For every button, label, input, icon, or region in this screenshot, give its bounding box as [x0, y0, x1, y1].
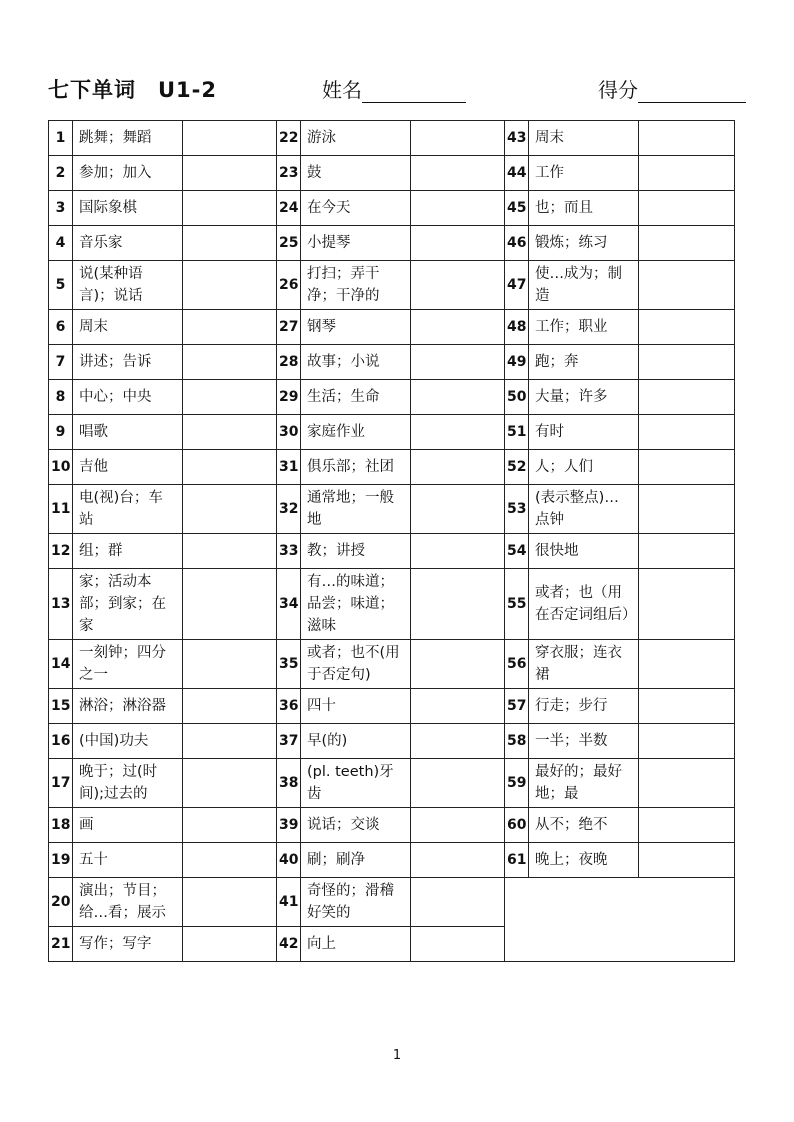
- answer-cell[interactable]: [411, 450, 505, 485]
- item-number: 7: [49, 345, 73, 380]
- table-row: [49, 843, 735, 878]
- name-label: 姓名: [322, 78, 362, 102]
- answer-cell[interactable]: [411, 689, 505, 724]
- chinese-meaning: 音乐家: [73, 226, 183, 261]
- item-number: 61: [505, 843, 529, 878]
- unit-label: U1-2: [158, 78, 217, 102]
- answer-cell[interactable]: [411, 485, 505, 534]
- table-row: [49, 485, 735, 534]
- chinese-meaning: 周末: [529, 121, 639, 156]
- answer-cell[interactable]: [639, 808, 735, 843]
- answer-cell[interactable]: [411, 415, 505, 450]
- table-row: [49, 534, 735, 569]
- chinese-meaning: 电(视)台；车站: [73, 485, 183, 534]
- chinese-meaning: 晚于；过(时间);过去的: [73, 759, 183, 808]
- table-row: [49, 261, 735, 310]
- answer-cell[interactable]: [639, 843, 735, 878]
- item-number: 35: [277, 640, 301, 689]
- item-number: 25: [277, 226, 301, 261]
- chinese-meaning: 很快地: [529, 534, 639, 569]
- answer-cell[interactable]: [183, 415, 277, 450]
- answer-cell[interactable]: [639, 485, 735, 534]
- table-row: [49, 724, 735, 759]
- item-number: 48: [505, 310, 529, 345]
- table-row: [49, 808, 735, 843]
- item-number: 34: [277, 569, 301, 640]
- item-number: 44: [505, 156, 529, 191]
- answer-cell[interactable]: [183, 261, 277, 310]
- answer-cell[interactable]: [411, 121, 505, 156]
- chinese-meaning: 有…的味道；品尝；味道；滋味: [301, 569, 411, 640]
- item-number: 50: [505, 380, 529, 415]
- answer-cell[interactable]: [639, 156, 735, 191]
- chinese-meaning: 使…成为；制造: [529, 261, 639, 310]
- chinese-meaning: 跳舞；舞蹈: [73, 121, 183, 156]
- item-number: 52: [505, 450, 529, 485]
- item-number: 43: [505, 121, 529, 156]
- table-row: [49, 226, 735, 261]
- table-row: [49, 380, 735, 415]
- chinese-meaning: 工作: [529, 156, 639, 191]
- item-number: 15: [49, 689, 73, 724]
- chinese-meaning: 国际象棋: [73, 191, 183, 226]
- chinese-meaning: (表示整点)…点钟: [529, 485, 639, 534]
- chinese-meaning: 或者；也（用在否定词组后）: [529, 569, 639, 640]
- empty-block: [505, 878, 735, 962]
- item-number: 9: [49, 415, 73, 450]
- table-row: [49, 640, 735, 689]
- table-row: [49, 191, 735, 226]
- answer-cell[interactable]: [411, 759, 505, 808]
- item-number: 24: [277, 191, 301, 226]
- item-number: 4: [49, 226, 73, 261]
- chinese-meaning: 打扫；弄干净；干净的: [301, 261, 411, 310]
- chinese-meaning: (pl. teeth)牙齿: [301, 759, 411, 808]
- chinese-meaning: 早(的): [301, 724, 411, 759]
- answer-cell[interactable]: [411, 640, 505, 689]
- chinese-meaning: 通常地；一般地: [301, 485, 411, 534]
- chinese-meaning: 钢琴: [301, 310, 411, 345]
- item-number: 32: [277, 485, 301, 534]
- chinese-meaning: 吉他: [73, 450, 183, 485]
- score-blank-line[interactable]: [638, 80, 746, 103]
- item-number: 27: [277, 310, 301, 345]
- worksheet-header: [48, 74, 748, 106]
- answer-cell[interactable]: [639, 191, 735, 226]
- item-number: 1: [49, 121, 73, 156]
- chinese-meaning: 五十: [73, 843, 183, 878]
- item-number: 16: [49, 724, 73, 759]
- item-number: 46: [505, 226, 529, 261]
- item-number: 17: [49, 759, 73, 808]
- item-number: 53: [505, 485, 529, 534]
- chinese-meaning: 工作；职业: [529, 310, 639, 345]
- item-number: 38: [277, 759, 301, 808]
- item-number: 23: [277, 156, 301, 191]
- answer-cell[interactable]: [411, 927, 505, 962]
- name-blank-line[interactable]: [362, 80, 466, 103]
- answer-cell[interactable]: [639, 121, 735, 156]
- table-row: [49, 156, 735, 191]
- item-number: 5: [49, 261, 73, 310]
- table-row: [49, 415, 735, 450]
- chinese-meaning: 唱歌: [73, 415, 183, 450]
- table-row: [49, 759, 735, 808]
- answer-cell[interactable]: [411, 724, 505, 759]
- answer-cell[interactable]: [411, 226, 505, 261]
- chinese-meaning: 说话；交谈: [301, 808, 411, 843]
- answer-cell[interactable]: [183, 156, 277, 191]
- answer-cell[interactable]: [183, 640, 277, 689]
- chinese-meaning: 也；而且: [529, 191, 639, 226]
- item-number: 11: [49, 485, 73, 534]
- item-number: 22: [277, 121, 301, 156]
- answer-cell[interactable]: [183, 843, 277, 878]
- item-number: 60: [505, 808, 529, 843]
- chinese-meaning: 俱乐部；社团: [301, 450, 411, 485]
- answer-cell[interactable]: [183, 878, 277, 927]
- chinese-meaning: 游泳: [301, 121, 411, 156]
- answer-cell[interactable]: [639, 450, 735, 485]
- answer-cell[interactable]: [411, 380, 505, 415]
- answer-cell[interactable]: [411, 310, 505, 345]
- answer-cell[interactable]: [639, 415, 735, 450]
- answer-cell[interactable]: [639, 226, 735, 261]
- chinese-meaning: 跑；奔: [529, 345, 639, 380]
- chinese-meaning: 行走；步行: [529, 689, 639, 724]
- answer-cell[interactable]: [183, 724, 277, 759]
- answer-cell[interactable]: [639, 380, 735, 415]
- item-number: 33: [277, 534, 301, 569]
- answer-cell[interactable]: [183, 191, 277, 226]
- chinese-meaning: 刷；刷净: [301, 843, 411, 878]
- chinese-meaning: 一刻钟；四分之一: [73, 640, 183, 689]
- answer-cell[interactable]: [183, 485, 277, 534]
- item-number: 51: [505, 415, 529, 450]
- item-number: 57: [505, 689, 529, 724]
- answer-cell[interactable]: [639, 640, 735, 689]
- table-row: [49, 121, 735, 156]
- title-text: 七下单词: [48, 78, 136, 102]
- item-number: 54: [505, 534, 529, 569]
- chinese-meaning: 故事；小说: [301, 345, 411, 380]
- chinese-meaning: 教；讲授: [301, 534, 411, 569]
- answer-cell[interactable]: [411, 569, 505, 640]
- answer-cell[interactable]: [183, 226, 277, 261]
- chinese-meaning: 生活；生命: [301, 380, 411, 415]
- answer-cell[interactable]: [183, 808, 277, 843]
- answer-cell[interactable]: [183, 121, 277, 156]
- chinese-meaning: 小提琴: [301, 226, 411, 261]
- answer-cell[interactable]: [411, 808, 505, 843]
- chinese-meaning: 晚上；夜晚: [529, 843, 639, 878]
- item-number: 42: [277, 927, 301, 962]
- answer-cell[interactable]: [183, 380, 277, 415]
- item-number: 30: [277, 415, 301, 450]
- chinese-meaning: 说(某种语言)；说话: [73, 261, 183, 310]
- answer-cell[interactable]: [183, 310, 277, 345]
- item-number: 36: [277, 689, 301, 724]
- chinese-meaning: 参加；加入: [73, 156, 183, 191]
- chinese-meaning: 一半；半数: [529, 724, 639, 759]
- chinese-meaning: 家；活动本部；到家；在家: [73, 569, 183, 640]
- chinese-meaning: 淋浴；淋浴器: [73, 689, 183, 724]
- answer-cell[interactable]: [639, 759, 735, 808]
- answer-cell[interactable]: [183, 345, 277, 380]
- item-number: 28: [277, 345, 301, 380]
- score-field[interactable]: [598, 74, 746, 103]
- item-number: 31: [277, 450, 301, 485]
- chinese-meaning: (中国)功夫: [73, 724, 183, 759]
- chinese-meaning: 周末: [73, 310, 183, 345]
- item-number: 49: [505, 345, 529, 380]
- answer-cell[interactable]: [411, 878, 505, 927]
- table-row: [49, 569, 735, 640]
- answer-cell[interactable]: [183, 534, 277, 569]
- chinese-meaning: 演出；节目；给…看；展示: [73, 878, 183, 927]
- answer-cell[interactable]: [411, 191, 505, 226]
- answer-cell[interactable]: [183, 927, 277, 962]
- answer-cell[interactable]: [639, 261, 735, 310]
- chinese-meaning: 讲述；告诉: [73, 345, 183, 380]
- table-row: [49, 689, 735, 724]
- chinese-meaning: 人；人们: [529, 450, 639, 485]
- answer-cell[interactable]: [183, 759, 277, 808]
- chinese-meaning: 奇怪的；滑稽好笑的: [301, 878, 411, 927]
- item-number: 19: [49, 843, 73, 878]
- item-number: 2: [49, 156, 73, 191]
- table-row: [49, 450, 735, 485]
- chinese-meaning: 锻炼；练习: [529, 226, 639, 261]
- chinese-meaning: 最好的；最好地；最: [529, 759, 639, 808]
- chinese-meaning: 中心；中央: [73, 380, 183, 415]
- answer-cell[interactable]: [411, 261, 505, 310]
- chinese-meaning: 在今天: [301, 191, 411, 226]
- answer-cell[interactable]: [639, 345, 735, 380]
- item-number: 45: [505, 191, 529, 226]
- item-number: 37: [277, 724, 301, 759]
- vocabulary-table: [48, 120, 735, 962]
- item-number: 3: [49, 191, 73, 226]
- table-row: [49, 345, 735, 380]
- chinese-meaning: 穿衣服；连衣裙: [529, 640, 639, 689]
- chinese-meaning: 或者；也不(用于否定句): [301, 640, 411, 689]
- chinese-meaning: 向上: [301, 927, 411, 962]
- chinese-meaning: 鼓: [301, 156, 411, 191]
- item-number: 59: [505, 759, 529, 808]
- item-number: 55: [505, 569, 529, 640]
- worksheet-title: [48, 74, 217, 104]
- score-label: 得分: [598, 78, 638, 102]
- name-field[interactable]: [322, 74, 466, 103]
- item-number: 41: [277, 878, 301, 927]
- item-number: 56: [505, 640, 529, 689]
- answer-cell[interactable]: [183, 569, 277, 640]
- item-number: 40: [277, 843, 301, 878]
- chinese-meaning: 家庭作业: [301, 415, 411, 450]
- chinese-meaning: 组；群: [73, 534, 183, 569]
- vocabulary-table-body: [49, 121, 735, 962]
- table-row: [49, 310, 735, 345]
- item-number: 47: [505, 261, 529, 310]
- page-number: 1: [392, 1048, 402, 1063]
- item-number: 6: [49, 310, 73, 345]
- answer-cell[interactable]: [411, 156, 505, 191]
- chinese-meaning: 大量；许多: [529, 380, 639, 415]
- item-number: 39: [277, 808, 301, 843]
- item-number: 20: [49, 878, 73, 927]
- item-number: 18: [49, 808, 73, 843]
- answer-cell[interactable]: [183, 689, 277, 724]
- chinese-meaning: 四十: [301, 689, 411, 724]
- item-number: 58: [505, 724, 529, 759]
- item-number: 10: [49, 450, 73, 485]
- answer-cell[interactable]: [183, 450, 277, 485]
- item-number: 14: [49, 640, 73, 689]
- item-number: 21: [49, 927, 73, 962]
- item-number: 12: [49, 534, 73, 569]
- item-number: 13: [49, 569, 73, 640]
- answer-cell[interactable]: [639, 310, 735, 345]
- chinese-meaning: 画: [73, 808, 183, 843]
- table-row: [49, 878, 735, 927]
- answer-cell[interactable]: [411, 345, 505, 380]
- item-number: 8: [49, 380, 73, 415]
- answer-cell[interactable]: [639, 724, 735, 759]
- answer-cell[interactable]: [639, 534, 735, 569]
- item-number: 26: [277, 261, 301, 310]
- answer-cell[interactable]: [639, 689, 735, 724]
- answer-cell[interactable]: [411, 843, 505, 878]
- chinese-meaning: 有时: [529, 415, 639, 450]
- answer-cell[interactable]: [411, 534, 505, 569]
- chinese-meaning: 写作；写字: [73, 927, 183, 962]
- chinese-meaning: 从不；绝不: [529, 808, 639, 843]
- item-number: 29: [277, 380, 301, 415]
- answer-cell[interactable]: [639, 569, 735, 640]
